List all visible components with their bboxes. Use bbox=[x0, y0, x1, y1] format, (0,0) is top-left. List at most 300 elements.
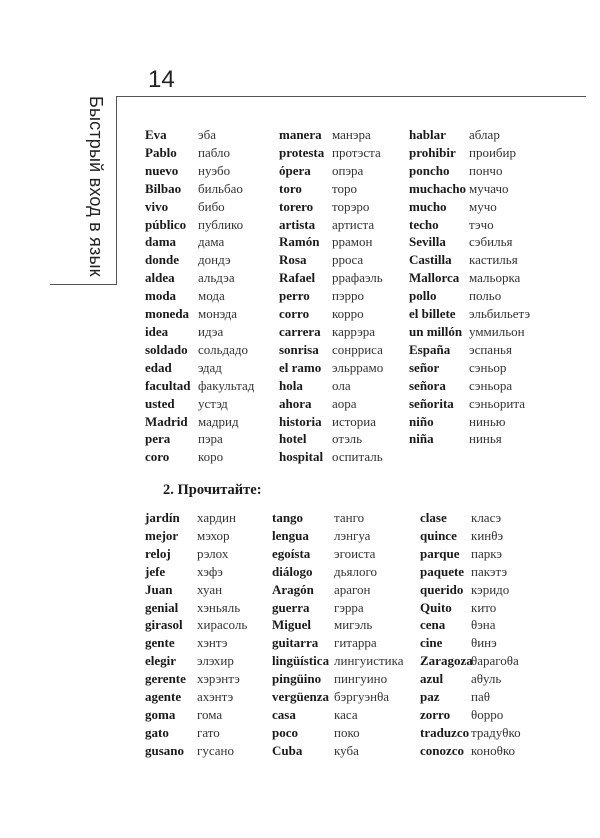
word-row bbox=[145, 162, 254, 180]
spanish-word: Rafael bbox=[279, 270, 316, 286]
spanish-word: perro bbox=[279, 288, 310, 304]
spanish-word: Aragón bbox=[272, 581, 314, 597]
word-row bbox=[409, 359, 530, 377]
transcription: торо bbox=[332, 180, 358, 196]
spanish-word: casa bbox=[272, 706, 296, 722]
transcription: идэа bbox=[198, 323, 224, 339]
transcription: уммильон bbox=[469, 323, 525, 339]
transcription: бэргуэнθа bbox=[334, 689, 390, 705]
word-row bbox=[145, 305, 254, 323]
spanish-word: pingüino bbox=[272, 671, 322, 687]
transcription: лэнгуа bbox=[334, 527, 371, 543]
spanish-word: señora bbox=[409, 377, 446, 393]
transcription: пабло bbox=[198, 144, 231, 160]
spanish-word: traduzco bbox=[420, 724, 470, 740]
transcription: θинэ bbox=[471, 635, 497, 651]
transcription: хэрэнтэ bbox=[197, 671, 240, 687]
spanish-word: corro bbox=[279, 306, 310, 322]
transcription: коноθко bbox=[471, 742, 515, 758]
word-row bbox=[145, 581, 247, 599]
running-title: Быстрый вход в язык bbox=[86, 96, 106, 277]
spanish-word: Rosa bbox=[279, 252, 307, 268]
transcription: ахэнтэ bbox=[197, 689, 234, 705]
word-row bbox=[420, 545, 521, 563]
word-row bbox=[420, 527, 521, 545]
word-row bbox=[272, 599, 404, 617]
word-row bbox=[279, 162, 383, 180]
word-row bbox=[279, 377, 383, 395]
transcription: рэлох bbox=[197, 545, 229, 561]
transcription: мальорка bbox=[469, 270, 521, 286]
spanish-word: cena bbox=[420, 617, 446, 633]
word-row bbox=[145, 563, 247, 581]
spanish-word: Mallorca bbox=[409, 270, 460, 286]
transcription: артиста bbox=[332, 216, 375, 232]
spanish-word: manera bbox=[279, 127, 322, 142]
transcription: θарагоθа bbox=[471, 653, 519, 669]
transcription: мучачо bbox=[469, 180, 509, 196]
word-row bbox=[409, 198, 530, 216]
word-row bbox=[279, 198, 383, 216]
transcription: дьялого bbox=[334, 563, 378, 579]
transcription: гитарра bbox=[334, 635, 377, 651]
transcription: паθ bbox=[471, 689, 490, 705]
spanish-word: prohibir bbox=[409, 144, 456, 160]
word-row bbox=[279, 341, 383, 359]
transcription: аора bbox=[332, 395, 357, 411]
spanish-word: idea bbox=[145, 323, 169, 339]
word-row bbox=[145, 233, 254, 251]
transcription: эба bbox=[198, 127, 216, 142]
word-row bbox=[409, 413, 530, 431]
spanish-word: aldea bbox=[145, 270, 175, 286]
transcription: тэчо bbox=[469, 216, 494, 232]
transcription: гэрра bbox=[334, 599, 364, 615]
transcription: класэ bbox=[471, 510, 502, 525]
spanish-word: España bbox=[409, 341, 451, 357]
word-row bbox=[272, 509, 404, 527]
word-row bbox=[272, 545, 404, 563]
word-row bbox=[145, 634, 247, 652]
word-row bbox=[409, 162, 530, 180]
word-row bbox=[145, 706, 247, 724]
spanish-word: tango bbox=[272, 510, 304, 525]
word-row bbox=[145, 670, 247, 688]
transcription: нуэбо bbox=[198, 162, 231, 178]
transcription: мадрид bbox=[198, 413, 239, 429]
word-row bbox=[145, 742, 247, 760]
spanish-word: poncho bbox=[409, 162, 450, 178]
word-row bbox=[279, 305, 383, 323]
transcription: каса bbox=[334, 706, 358, 722]
transcription: нинью bbox=[469, 413, 506, 429]
transcription: оспиталь bbox=[332, 449, 383, 465]
transcription: коро bbox=[198, 449, 224, 465]
word-row bbox=[272, 527, 404, 545]
word-row bbox=[145, 430, 254, 448]
word-row bbox=[420, 616, 521, 634]
side-rule bbox=[116, 96, 117, 285]
word-row bbox=[145, 724, 247, 742]
transcription: аблар bbox=[469, 127, 500, 142]
word-row bbox=[145, 126, 254, 144]
transcription: протэста bbox=[332, 144, 381, 160]
word-row bbox=[145, 616, 247, 634]
word-row bbox=[420, 563, 521, 581]
spanish-word: carrera bbox=[279, 323, 321, 339]
transcription: куба bbox=[334, 742, 359, 758]
transcription: хардин bbox=[197, 510, 236, 525]
spanish-word: Cuba bbox=[272, 742, 303, 758]
transcription: отэль bbox=[332, 431, 363, 447]
spanish-word: hola bbox=[279, 377, 303, 393]
spanish-word: diálogo bbox=[272, 563, 313, 579]
spanish-word: mejor bbox=[145, 527, 179, 543]
spanish-word: quince bbox=[420, 527, 457, 543]
word-row bbox=[272, 706, 404, 724]
transcription: традуθко bbox=[471, 724, 521, 740]
spanish-word: donde bbox=[145, 252, 179, 268]
transcription: мода bbox=[198, 288, 225, 304]
word-row bbox=[279, 413, 383, 431]
spanish-word: señorita bbox=[409, 395, 454, 411]
spanish-word: gato bbox=[145, 724, 169, 740]
transcription: ррoса bbox=[332, 252, 364, 268]
spanish-word: niña bbox=[409, 431, 434, 447]
transcription: бильбао bbox=[198, 180, 243, 196]
spanish-word: clase bbox=[420, 510, 447, 525]
word-row bbox=[145, 509, 247, 527]
transcription: мучо bbox=[469, 198, 497, 214]
word-row bbox=[279, 359, 383, 377]
spanish-word: Sevilla bbox=[409, 234, 446, 250]
transcription: сэньора bbox=[469, 377, 513, 393]
spanish-word: vergüenza bbox=[272, 689, 330, 705]
spanish-word: genial bbox=[145, 599, 179, 615]
word-row bbox=[279, 395, 383, 413]
spanish-word: vivo bbox=[145, 198, 169, 214]
spanish-word: Quito bbox=[420, 599, 452, 615]
transcription: торэро bbox=[332, 198, 370, 214]
word-row bbox=[279, 251, 383, 269]
word-row bbox=[409, 269, 530, 287]
transcription: польо bbox=[469, 288, 502, 304]
word-row bbox=[420, 670, 521, 688]
word-row bbox=[409, 395, 530, 413]
block1-column bbox=[409, 126, 530, 448]
word-row bbox=[420, 742, 521, 760]
transcription: гато bbox=[197, 724, 220, 740]
spanish-word: coro bbox=[145, 449, 170, 465]
transcription: хэфэ bbox=[197, 563, 223, 579]
transcription: θэна bbox=[471, 617, 496, 633]
word-row bbox=[145, 395, 254, 413]
spanish-word: Miguel bbox=[272, 617, 311, 633]
transcription: сэньорита bbox=[469, 395, 525, 411]
word-row bbox=[145, 198, 254, 216]
spanish-word: pera bbox=[145, 431, 171, 447]
block2-column bbox=[145, 509, 247, 760]
word-row bbox=[145, 688, 247, 706]
word-row bbox=[279, 269, 383, 287]
transcription: хэнтэ bbox=[197, 635, 228, 651]
transcription: каррэра bbox=[332, 323, 376, 339]
word-row bbox=[279, 323, 383, 341]
word-row bbox=[145, 323, 254, 341]
spanish-word: ópera bbox=[279, 162, 311, 178]
spanish-word: guitarra bbox=[272, 635, 319, 651]
word-row bbox=[409, 251, 530, 269]
spanish-word: lingüística bbox=[272, 653, 330, 669]
spanish-word: guerra bbox=[272, 599, 310, 615]
word-row bbox=[145, 216, 254, 234]
spanish-word: toro bbox=[279, 180, 302, 196]
spanish-word: paz bbox=[420, 689, 440, 705]
transcription: мэхор bbox=[197, 527, 230, 543]
transcription: манэра bbox=[332, 127, 371, 142]
spanish-word: sonrisa bbox=[279, 341, 319, 357]
block2-column bbox=[420, 509, 521, 760]
spanish-word: artista bbox=[279, 216, 316, 232]
spanish-word: cine bbox=[420, 635, 443, 651]
transcription: ррафаэль bbox=[332, 270, 383, 286]
word-row bbox=[409, 233, 530, 251]
transcription: эльбильетэ bbox=[469, 306, 531, 322]
page-number: 14 bbox=[148, 66, 175, 93]
transcription: пэрро bbox=[332, 288, 365, 304]
spanish-word: agente bbox=[145, 689, 182, 705]
spanish-word: Ramón bbox=[279, 234, 320, 250]
word-row bbox=[279, 430, 383, 448]
transcription: сонрриса bbox=[332, 341, 383, 357]
transcription: публико bbox=[198, 216, 244, 232]
word-row bbox=[145, 341, 254, 359]
transcription: историа bbox=[332, 413, 376, 429]
word-row bbox=[279, 448, 383, 466]
spanish-word: nuevo bbox=[145, 162, 179, 178]
word-row bbox=[279, 233, 383, 251]
side-bottom-rule bbox=[50, 284, 117, 285]
spanish-word: mucho bbox=[409, 198, 447, 214]
transcription: хуан bbox=[197, 581, 223, 597]
transcription: хирасоль bbox=[197, 617, 248, 633]
word-row bbox=[272, 670, 404, 688]
transcription: аθуль bbox=[471, 671, 502, 687]
spanish-word: ahora bbox=[279, 395, 312, 411]
transcription: корро bbox=[332, 306, 364, 322]
spanish-word: dama bbox=[145, 234, 177, 250]
transcription: пингуино bbox=[334, 671, 388, 687]
transcription: эспанья bbox=[469, 341, 512, 357]
spanish-word: hospital bbox=[279, 449, 324, 465]
spanish-word: jefe bbox=[145, 563, 166, 579]
transcription: арагон bbox=[334, 581, 371, 597]
word-row bbox=[145, 652, 247, 670]
word-row bbox=[272, 634, 404, 652]
word-row bbox=[272, 688, 404, 706]
spanish-word: Madrid bbox=[145, 413, 188, 429]
transcription: кэридо bbox=[471, 581, 510, 597]
transcription: устэд bbox=[198, 395, 228, 411]
transcription: дама bbox=[198, 234, 225, 250]
word-row bbox=[279, 144, 383, 162]
word-row bbox=[145, 287, 254, 305]
spanish-word: Castilla bbox=[409, 252, 452, 268]
word-row bbox=[279, 287, 383, 305]
word-row bbox=[272, 724, 404, 742]
word-row bbox=[420, 688, 521, 706]
transcription: сольдадо bbox=[198, 341, 249, 357]
word-row bbox=[279, 180, 383, 198]
word-row bbox=[409, 287, 530, 305]
word-row bbox=[409, 144, 530, 162]
spanish-word: moneda bbox=[145, 306, 190, 322]
spanish-word: Bilbao bbox=[145, 180, 182, 196]
word-row bbox=[409, 305, 530, 323]
transcription: пакэтэ bbox=[471, 563, 508, 579]
word-row bbox=[145, 413, 254, 431]
transcription: эльррамо bbox=[332, 359, 384, 375]
spanish-word: el billete bbox=[409, 306, 456, 322]
transcription: ола bbox=[332, 377, 351, 393]
transcription: элэхир bbox=[197, 653, 234, 669]
transcription: пэра bbox=[198, 431, 223, 447]
transcription: поко bbox=[334, 724, 360, 740]
word-row bbox=[420, 509, 521, 527]
spanish-word: público bbox=[145, 216, 187, 232]
word-row bbox=[279, 216, 383, 234]
spanish-word: paquete bbox=[420, 563, 465, 579]
transcription: гусано bbox=[197, 742, 234, 758]
spanish-word: torero bbox=[279, 198, 314, 214]
word-row bbox=[145, 377, 254, 395]
transcription: опэра bbox=[332, 162, 364, 178]
spanish-word: jardín bbox=[145, 510, 180, 525]
word-row bbox=[420, 724, 521, 742]
header-rule bbox=[116, 96, 586, 97]
transcription: пончо bbox=[469, 162, 503, 178]
spanish-word: Eva bbox=[145, 127, 167, 142]
word-row bbox=[145, 180, 254, 198]
section-heading: 2. Прочитайте: bbox=[163, 482, 262, 498]
transcription: θорро bbox=[471, 706, 504, 722]
transcription: монэда bbox=[198, 306, 237, 322]
spanish-word: historia bbox=[279, 413, 322, 429]
word-row bbox=[409, 323, 530, 341]
word-row bbox=[409, 216, 530, 234]
transcription: кастилья bbox=[469, 252, 518, 268]
spanish-word: gente bbox=[145, 635, 175, 651]
word-row bbox=[272, 581, 404, 599]
word-row bbox=[420, 599, 521, 617]
spanish-word: facultad bbox=[145, 377, 191, 393]
spanish-word: edad bbox=[145, 359, 172, 375]
transcription: кито bbox=[471, 599, 497, 615]
transcription: эгоиста bbox=[334, 545, 376, 561]
transcription: сэбилья bbox=[469, 234, 513, 250]
word-row bbox=[272, 563, 404, 581]
word-row bbox=[272, 616, 404, 634]
word-row bbox=[145, 251, 254, 269]
word-row bbox=[279, 126, 383, 144]
word-row bbox=[409, 430, 530, 448]
word-row bbox=[145, 599, 247, 617]
spanish-word: querido bbox=[420, 581, 464, 597]
spanish-word: Pablo bbox=[145, 144, 177, 160]
transcription: эдад bbox=[198, 359, 222, 375]
word-row bbox=[409, 377, 530, 395]
word-row bbox=[145, 448, 254, 466]
block1-column bbox=[279, 126, 383, 466]
spanish-word: protesta bbox=[279, 144, 325, 160]
spanish-word: egoísta bbox=[272, 545, 311, 561]
word-row bbox=[409, 180, 530, 198]
transcription: мигэль bbox=[334, 617, 373, 633]
spanish-word: un millón bbox=[409, 323, 463, 339]
spanish-word: conozco bbox=[420, 742, 465, 758]
spanish-word: gerente bbox=[145, 671, 186, 687]
transcription: паркэ bbox=[471, 545, 502, 561]
transcription: танго bbox=[334, 510, 365, 525]
transcription: кинθэ bbox=[471, 527, 504, 543]
word-row bbox=[420, 706, 521, 724]
spanish-word: gusano bbox=[145, 742, 185, 758]
spanish-word: zorro bbox=[420, 706, 451, 722]
transcription: хэньяль bbox=[197, 599, 241, 615]
transcription: ррамон bbox=[332, 234, 373, 250]
word-row bbox=[145, 359, 254, 377]
block2-column bbox=[272, 509, 404, 760]
spanish-word: Zaragoza bbox=[420, 653, 473, 669]
spanish-word: muchacho bbox=[409, 180, 467, 196]
spanish-word: niño bbox=[409, 413, 434, 429]
spanish-word: pollo bbox=[409, 288, 437, 304]
spanish-word: hotel bbox=[279, 431, 307, 447]
word-row bbox=[420, 581, 521, 599]
spanish-word: señor bbox=[409, 359, 440, 375]
word-row bbox=[409, 126, 530, 144]
word-row bbox=[145, 269, 254, 287]
word-row bbox=[272, 742, 404, 760]
spanish-word: reloj bbox=[145, 545, 171, 561]
transcription: факультад bbox=[198, 377, 255, 393]
word-row bbox=[420, 652, 521, 670]
block1-column bbox=[145, 126, 254, 466]
word-row bbox=[145, 545, 247, 563]
transcription: дондэ bbox=[198, 252, 231, 268]
word-row bbox=[145, 144, 254, 162]
spanish-word: elegir bbox=[145, 653, 177, 669]
word-row bbox=[409, 341, 530, 359]
transcription: лингуистика bbox=[334, 653, 404, 669]
spanish-word: poco bbox=[272, 724, 298, 740]
spanish-word: techo bbox=[409, 216, 439, 232]
spanish-word: usted bbox=[145, 395, 175, 411]
spanish-word: azul bbox=[420, 671, 444, 687]
transcription: гома bbox=[197, 706, 223, 722]
spanish-word: hablar bbox=[409, 127, 446, 142]
transcription: проибир bbox=[469, 144, 516, 160]
spanish-word: soldado bbox=[145, 341, 188, 357]
spanish-word: lengua bbox=[272, 527, 309, 543]
spanish-word: girasol bbox=[145, 617, 183, 633]
transcription: бибо bbox=[198, 198, 225, 214]
transcription: сэньор bbox=[469, 359, 507, 375]
spanish-word: moda bbox=[145, 288, 177, 304]
transcription: альдэа bbox=[198, 270, 235, 286]
spanish-word: goma bbox=[145, 706, 176, 722]
spanish-word: Juan bbox=[145, 581, 173, 597]
